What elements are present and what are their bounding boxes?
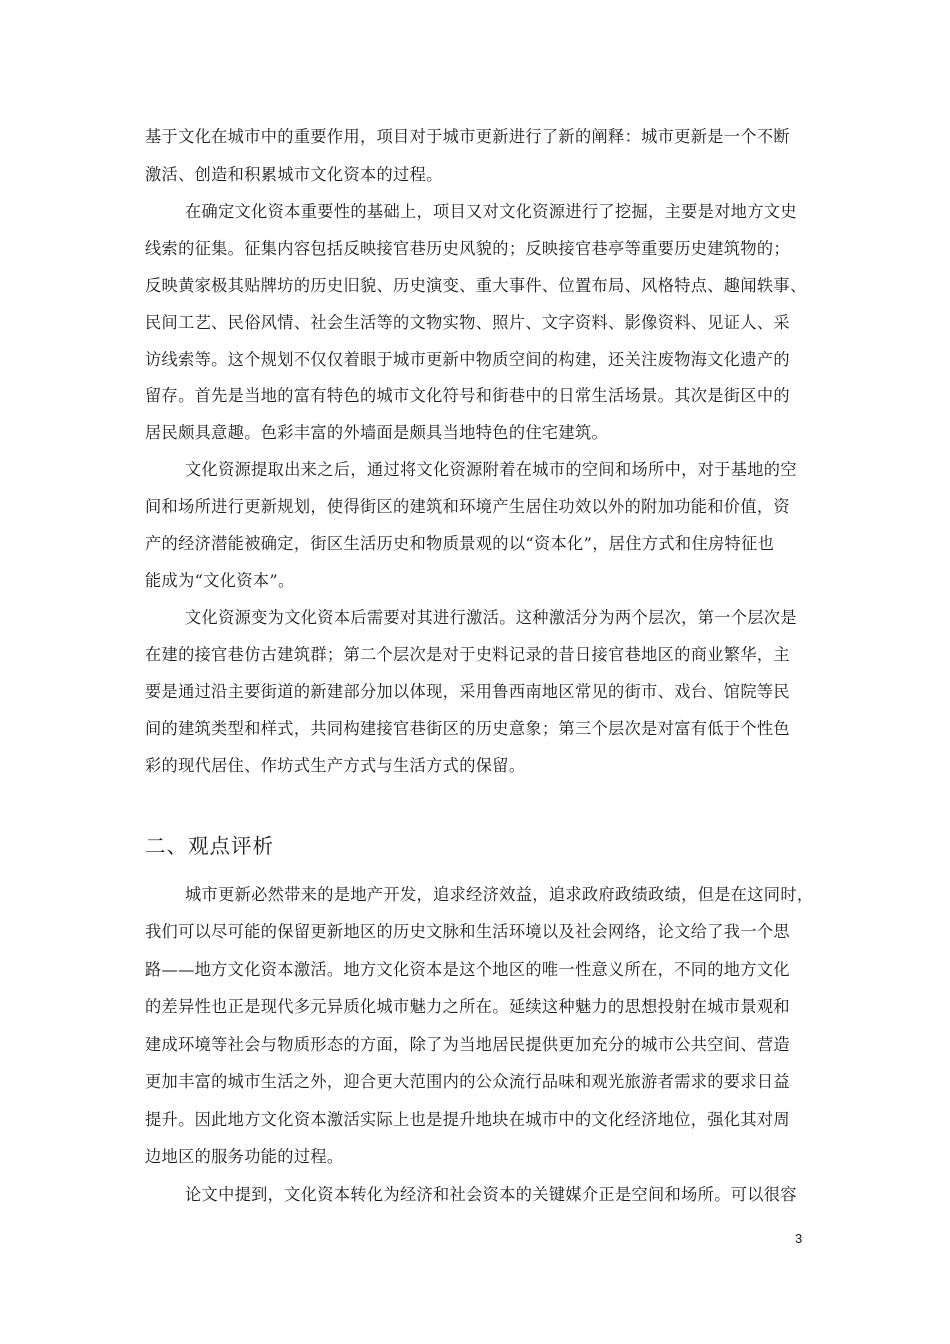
- paragraph-line: 建成环境等社会与物质形态的方面，除了为当地居民提供更加充分的城市公共空间、营造: [145, 1035, 790, 1054]
- paragraph-line: 产的经济潜能被确定，街区生活历史和物质景观的以“资本化”，居住方式和住房特征也: [145, 534, 775, 553]
- paragraph-line: 居民颇具意趣。色彩丰富的外墙面是颇具当地特色的住宅建筑。: [145, 423, 609, 442]
- paragraph-line: 彩的现代居住、作坊式生产方式与生活方式的保留。: [145, 756, 526, 775]
- paragraph-line: 间的建筑类型和样式，共同构建接官巷街区的历史意象；第三个层次是对富有低于个性色: [145, 719, 790, 738]
- paragraph-line: 边地区的服务功能的过程。: [145, 1147, 344, 1166]
- paragraph-line: 在确定文化资本重要性的基础上，项目又对文化资源进行了挖掘，主要是对地方文史: [185, 202, 797, 221]
- section-heading: 二、观点评析: [145, 834, 274, 858]
- page-number: 3: [795, 1231, 803, 1246]
- paragraph-line: 更加丰富的城市生活之外，迎合更大范围内的公众流行品味和观光旅游者需求的要求日益: [145, 1072, 790, 1091]
- paragraph-line: 线索的征集。征集内容包括反映接官巷历史风貌的；反映接官巷亭等重要历史建筑物的；: [145, 239, 790, 258]
- paragraph-line: 在建的接官巷仿古建筑群；第二个层次是对于史料记录的昔日接官巷地区的商业繁华，主: [145, 645, 790, 664]
- paragraph-line: 访线索等。这个规划不仅仅着眼于城市更新中物质空间的构建，还关注废物海文化遗产的: [145, 350, 790, 369]
- paragraph-line: 能成为“文化资本”。: [145, 571, 295, 590]
- paragraph-line: 论文中提到，文化资本转化为经济和社会资本的关键媒介正是空间和场所。可以很容: [185, 1185, 797, 1204]
- paragraph-line: 要是通过沿主要街道的新建部分加以体现，采用鲁西南地区常见的街市、戏台、馆院等民: [145, 682, 790, 701]
- paragraph-line: 反映黄家极其贴牌坊的历史旧貌、历史演变、重大事件、位置布局、风格特点、趣闻轶事、: [145, 276, 807, 295]
- paragraph-line: 路——地方文化资本激活。地方文化资本是这个地区的唯一性意义所在，不同的地方文化: [145, 960, 790, 979]
- paragraph-line: 基于文化在城市中的重要作用，项目对于城市更新进行了新的阐释：城市更新是一个不断: [145, 127, 790, 146]
- paragraph-line: 文化资源变为文化资本后需要对其进行激活。这种激活分为两个层次，第一个层次是: [185, 608, 797, 627]
- paragraph-line: 提升。因此地方文化资本激活实际上也是提升地块在城市中的文化经济地位，强化其对周: [145, 1110, 790, 1129]
- paragraph-line: 的差异性也正是现代多元异质化城市魅力之所在。延续这种魅力的思想投射在城市景观和: [145, 997, 790, 1016]
- paragraph-line: 城市更新必然带来的是地产开发，追求经济效益，追求政府政绩政绩，但是在这同时，: [185, 885, 814, 904]
- paragraph-line: 激活、创造和积累城市文化资本的过程。: [145, 165, 443, 184]
- paragraph-line: 间和场所进行更新规划，使得街区的建筑和环境产生居住功效以外的附加功能和价值，资: [145, 497, 790, 516]
- paragraph-line: 留存。首先是当地的富有特色的城市文化符号和街巷中的日常生活场景。其次是街区中的: [145, 386, 790, 405]
- paragraph-line: 民间工艺、民俗风情、社会生活等的文物实物、照片、文字资料、影像资料、见证人、采: [145, 313, 790, 332]
- paragraph-line: 文化资源提取出来之后，通过将文化资源附着在城市的空间和场所中，对于基地的空: [185, 460, 797, 479]
- paragraph-line: 我们可以尽可能的保留更新地区的历史文脉和生活环境以及社会网络，论文给了我一个思: [145, 922, 790, 941]
